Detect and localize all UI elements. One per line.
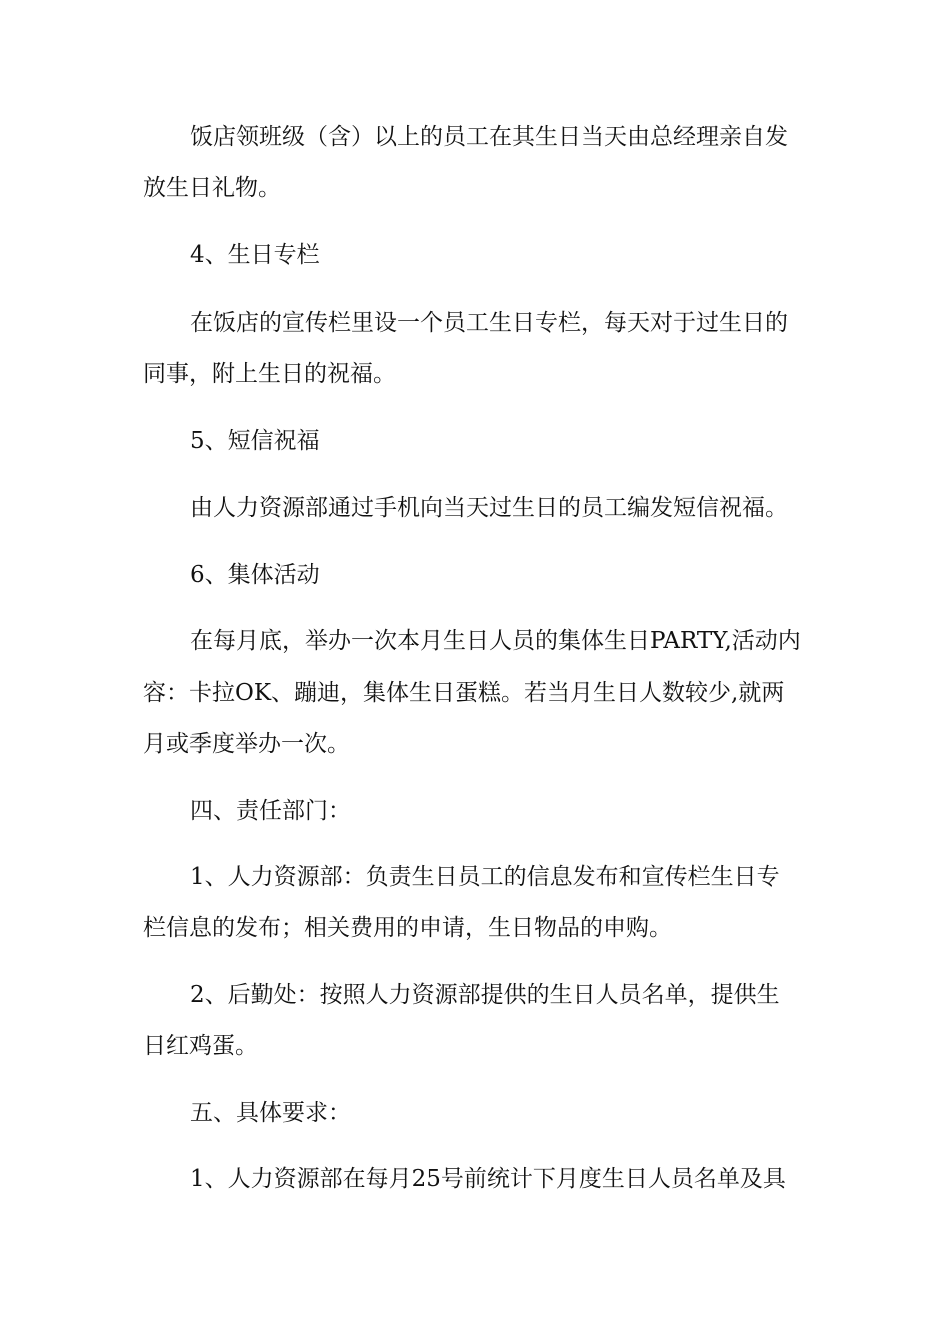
paragraph-line: 容：卡拉OK、蹦迪，集体生日蛋糕。若当月生日人数较少,就两 [143,680,785,706]
paragraph-line: 放生日礼物。 [143,175,281,201]
paragraph-line: 同事，附上生日的祝福。 [143,361,396,387]
paragraph-line: 在饭店的宣传栏里设一个员工生日专栏，每天对于过生日的 [190,310,788,336]
section-heading: 四、责任部门： [190,798,351,824]
paragraph-line: 栏信息的发布；相关费用的申请，生日物品的申购。 [143,915,672,941]
paragraph-line: 饭店领班级（含）以上的员工在其生日当天由总经理亲自发 [190,124,788,150]
section-heading: 5、短信祝福 [190,428,320,454]
paragraph-line: 1、人力资源部在每月25号前统计下月度生日人员名单及具 [190,1166,786,1192]
section-heading: 6、集体活动 [190,562,320,588]
paragraph-line: 月或季度举办一次。 [143,731,350,757]
paragraph-line: 日红鸡蛋。 [143,1033,258,1059]
section-heading: 4、生日专栏 [190,242,320,268]
paragraph-line: 2、后勤处：按照人力资源部提供的生日人员名单，提供生 [190,982,780,1008]
section-heading: 五、具体要求： [190,1100,351,1126]
paragraph-line: 在每月底，举办一次本月生日人员的集体生日PARTY,活动内 [190,628,801,654]
paragraph-line: 由人力资源部通过手机向当天过生日的员工编发短信祝福。 [190,495,788,521]
paragraph-line: 1、人力资源部：负责生日员工的信息发布和宣传栏生日专 [190,864,780,890]
